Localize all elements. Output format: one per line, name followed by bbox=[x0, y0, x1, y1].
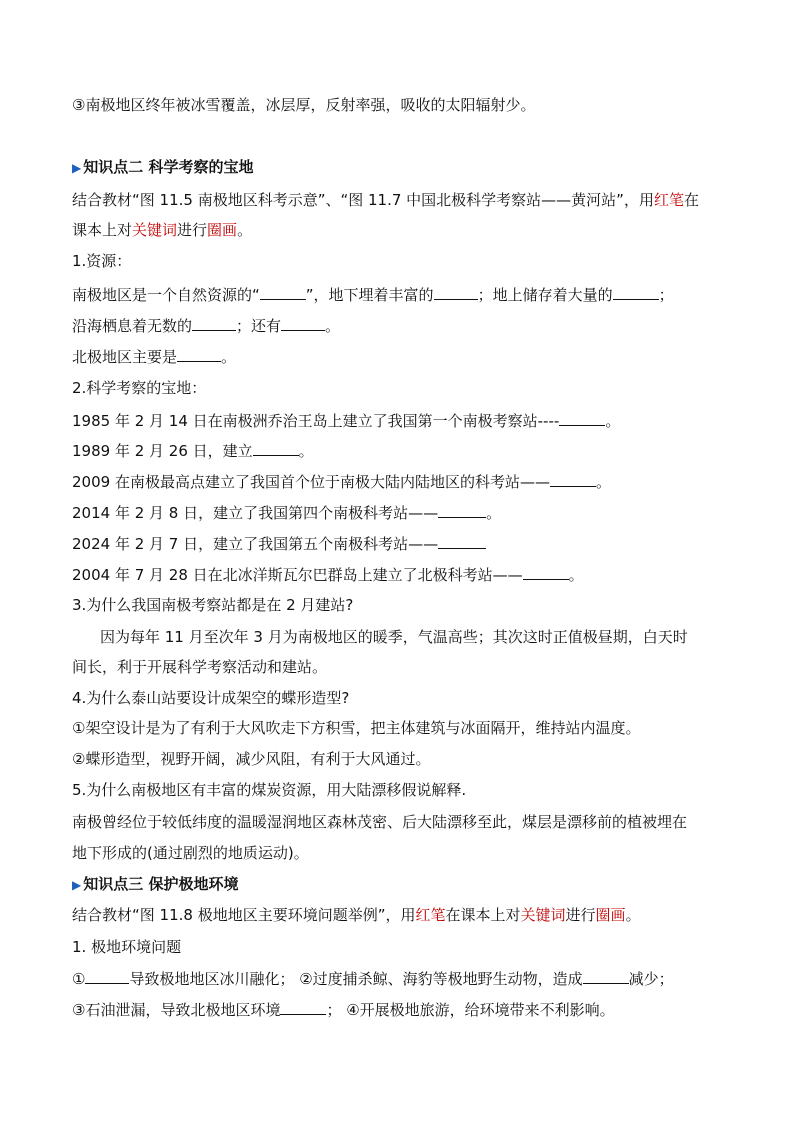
question4-answer-line2: ②蝶形造型，视野开阔，减少风阻，有利于大风通过。 bbox=[72, 750, 431, 768]
fill-blank[interactable] bbox=[253, 440, 299, 456]
fill-blank[interactable] bbox=[85, 968, 129, 984]
section2-instruction-line1: 结合教材“图 11.5 南极地区科考示意”、“图 11.7 中国北极科学考察站——黄河站”，用红笔在 bbox=[72, 191, 699, 209]
fill-blank[interactable] bbox=[559, 410, 605, 426]
fill-blank[interactable] bbox=[192, 315, 236, 331]
science-line3: 2009 在南极最高点建立了我国首个位于南极大陆内陆地区的科考站—— 。 bbox=[72, 473, 611, 491]
science-title: 2.科学考察的宝地： bbox=[72, 379, 207, 397]
science-line1: 1985 年 2 月 14 日在南极洲乔治王岛上建立了我国第一个南极考察站---- 。 bbox=[72, 412, 621, 430]
question4-title: 4.为什么泰山站要设计成架空的蝶形造型? bbox=[72, 689, 350, 707]
env-problems-title: 1. 极地环境问题 bbox=[72, 938, 182, 956]
triangle-bullet-icon: ▶ bbox=[72, 878, 82, 892]
science-line2: 1989 年 2 月 26 日，建立 。 bbox=[72, 442, 314, 460]
fill-blank[interactable] bbox=[280, 999, 326, 1015]
question5-answer-line2: 地下形成的(通过剧烈的地质运动)。 bbox=[72, 844, 309, 862]
fill-blank[interactable] bbox=[523, 564, 569, 580]
resources-line1: 南极地区是一个自然资源的“ ”，地下埋着丰富的 ；地上储存着大量的 ； bbox=[72, 286, 674, 304]
section2-heading: ▶ 知识点二 科学考察的宝地 bbox=[72, 158, 254, 176]
resources-title: 1.资源： bbox=[72, 252, 132, 270]
fill-blank[interactable] bbox=[613, 284, 659, 300]
resources-line3: 北极地区主要是 。 bbox=[72, 348, 237, 366]
fill-blank[interactable] bbox=[281, 315, 325, 331]
triangle-bullet-icon: ▶ bbox=[72, 161, 82, 175]
fill-blank[interactable] bbox=[438, 533, 486, 549]
question5-answer-line1: 南极曾经位于较低纬度的温暖湿润地区森林茂密、后大陆漂移至此，煤层是漂移前的植被埋在 bbox=[72, 813, 688, 831]
question3-title: 3.为什么我国南极考察站都是在 2 月建站? bbox=[72, 596, 354, 614]
question5-title: 5.为什么南极地区有丰富的煤炭资源，用大陆漂移假说解释. bbox=[72, 781, 467, 799]
fill-blank[interactable] bbox=[438, 502, 486, 518]
question3-answer-line1: 因为每年 11 月至次年 3 月为南极地区的暖季，气温高些；其次这时正值极昼期，白天时 bbox=[100, 628, 688, 646]
fill-blank[interactable] bbox=[260, 284, 306, 300]
section3-instruction: 结合教材“图 11.8 极地地区主要环境问题举例”，用红笔在课本上对关键词进行圈画。 bbox=[72, 906, 641, 924]
science-line4: 2014 年 2 月 8 日，建立了我国第四个南极科考站—— 。 bbox=[72, 504, 502, 522]
question4-answer-line1: ①架空设计是为了有利于大风吹走下方积雪，把主体建筑与冰面隔开，维持站内温度。 bbox=[72, 719, 641, 737]
fill-blank[interactable] bbox=[177, 346, 221, 362]
fill-blank[interactable] bbox=[550, 471, 596, 487]
env-problems-line1: ① 导致极地地区冰川融化； ②过度捕杀鲸、海豹等极地野生动物，造成 减少； bbox=[72, 970, 674, 988]
fill-blank[interactable] bbox=[434, 284, 478, 300]
science-line5: 2024 年 2 月 7 日，建立了我国第五个南极科考站—— bbox=[72, 533, 734, 554]
melting-reason-line: ③南极地区终年被冰雪覆盖，冰层厚，反射率强，吸收的太阳辐射少。 bbox=[72, 96, 536, 114]
section2-instruction-line2: 课本上对关键词进行圈画。 bbox=[72, 221, 253, 239]
science-line6: 2004 年 7 月 28 日在北冰洋斯瓦尔巴群岛上建立了北极科考站—— 。 bbox=[72, 566, 584, 584]
resources-line2: 沿海栖息着无数的 ；还有 。 bbox=[72, 317, 341, 335]
question3-answer-line2: 间长，利于开展科学考察活动和建站。 bbox=[72, 658, 328, 676]
fill-blank[interactable] bbox=[583, 968, 629, 984]
section3-heading: ▶ 知识点三 保护极地环境 bbox=[72, 875, 239, 893]
env-problems-line2: ③石油泄漏，导致北极地区环境 ； ④开展极地旅游，给环境带来不利影响。 bbox=[72, 1001, 615, 1019]
